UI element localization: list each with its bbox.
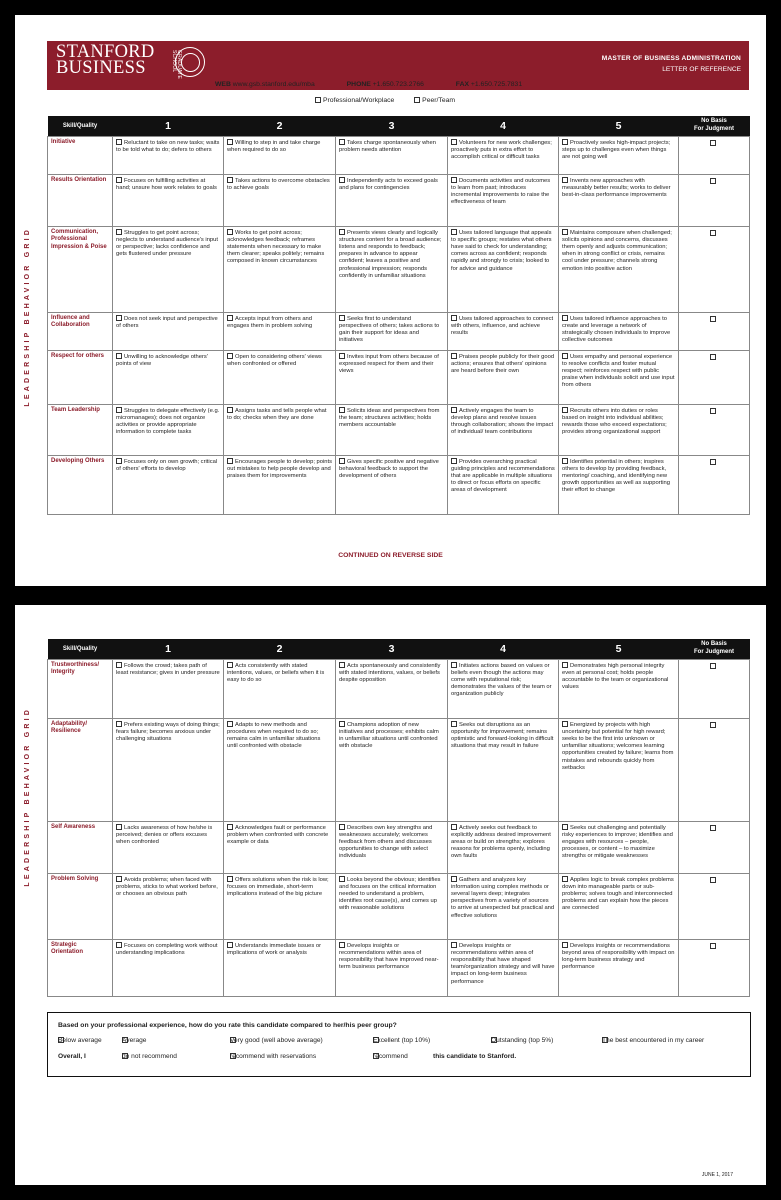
header-level-5: 5 — [559, 639, 679, 659]
behavior-description: Uses tailored influence approaches to create and leverage a network of strategically chosen individuals to improve collective outcomes — [562, 315, 671, 344]
rating-checkbox[interactable] — [339, 662, 345, 668]
rating-cell-level-2 — [224, 350, 336, 404]
rating-checkbox[interactable] — [339, 942, 345, 948]
skill-name: Developing Others — [48, 455, 113, 514]
rating-checkbox[interactable] — [562, 721, 568, 727]
leadership-grid-table — [47, 116, 750, 515]
no-basis-cell — [679, 939, 750, 996]
behavior-description: Invents new approaches with measurably better results; works to deliver best-in-class performance improvements — [562, 177, 671, 198]
no-basis-checkbox[interactable] — [710, 408, 716, 414]
skill-name: Respect for others — [48, 350, 113, 404]
rating-cell-level-5 — [559, 350, 679, 404]
rating-cell-level-3 — [336, 404, 448, 455]
no-basis-checkbox[interactable] — [710, 825, 716, 831]
fax-label: FAX — [455, 81, 470, 88]
skill-name: Influence and Collaboration — [48, 312, 113, 350]
rating-cell-level-2 — [224, 174, 336, 226]
header-skill: Skill/Quality — [48, 639, 113, 659]
rating-checkbox[interactable] — [116, 229, 122, 235]
behavior-description: Follows the crowd; takes path of least resistance; gives in under pressure — [116, 662, 220, 676]
no-basis-checkbox[interactable] — [710, 140, 716, 146]
rating-checkbox[interactable] — [562, 177, 568, 183]
rating-cell-level-1 — [113, 718, 224, 821]
rating-cell-level-3 — [336, 659, 448, 718]
header-level-3: 3 — [336, 639, 448, 659]
rating-cell-level-1 — [113, 873, 224, 939]
rating-cell-level-1 — [113, 404, 224, 455]
rating-option-label: Very good (well above average) — [230, 1037, 323, 1044]
behavior-description: Presents views clearly and logically structures content for a broad audience; listens and responds to feedback; prepares in advance to appear confident; leaves a positive and professional impression; responds confidently in unfamiliar situations — [339, 229, 442, 279]
no-basis-cell — [679, 136, 750, 174]
behavior-description: Uses tailored approaches to connect with others, influence, and achieve results — [451, 315, 554, 336]
grid-row — [48, 404, 750, 455]
rating-checkbox[interactable] — [116, 458, 122, 464]
rating-checkbox[interactable] — [451, 315, 457, 321]
logo-line-business: BUSINESS — [56, 58, 146, 78]
form-page-back — [15, 605, 766, 1185]
rating-checkbox[interactable] — [227, 177, 233, 183]
rating-checkbox[interactable] — [339, 458, 345, 464]
rating-checkbox[interactable] — [116, 824, 122, 830]
behavior-description: Takes actions to overcome obstacles to achieve goals — [227, 177, 330, 191]
rating-cell-level-5 — [559, 226, 679, 312]
behavior-description: Works to get point across; acknowledges feedback; reframes statements when necessary to make them clearer; speaks politely; remains composed in known circumstances — [227, 229, 325, 265]
behavior-description: Describes own key strengths and weaknesses accurately; welcomes feedback from others and discusses opportunities to change with select individuals — [339, 824, 433, 860]
rating-cell-level-3 — [336, 821, 448, 873]
rating-option-label: Outstanding (top 5%) — [491, 1037, 554, 1044]
grid-row — [48, 939, 750, 996]
no-basis-cell — [679, 174, 750, 226]
rating-cell-level-5 — [559, 659, 679, 718]
behavior-description: Struggles to get point across; neglects to understand audience's input or perspective; lacks confidence and gets flustered under pressure — [116, 229, 218, 258]
rating-cell-level-4 — [448, 939, 559, 996]
behavior-description: Uses empathy and personal experience to resolve conflicts and foster mutual respect; reinforces respect with public praise when individuals solicit and use input from others — [562, 353, 675, 389]
rating-checkbox[interactable] — [227, 942, 233, 948]
rating-option-label: The best encountered in my career — [602, 1037, 705, 1044]
behavior-description: Focuses only on own growth; critical of others' efforts to develop — [116, 458, 218, 472]
no-basis-checkbox[interactable] — [710, 663, 716, 669]
grid-row — [48, 312, 750, 350]
web-url: www.gsb.stanford.edu/mba — [232, 81, 315, 88]
rating-checkbox[interactable] — [116, 876, 122, 882]
rating-cell-level-4 — [448, 873, 559, 939]
form-date: JUNE 1, 2017 — [701, 1172, 733, 1178]
rating-cell-level-5 — [559, 404, 679, 455]
rating-cell-level-2 — [224, 718, 336, 821]
rating-checkbox[interactable] — [227, 353, 233, 359]
no-basis-checkbox[interactable] — [710, 943, 716, 949]
rating-cell-level-3 — [336, 873, 448, 939]
skill-name: Problem Solving — [48, 873, 113, 939]
skill-name: Initiative — [48, 136, 113, 174]
behavior-description: Applies logic to break complex problems down into manageable parts or sub-problems; solves tough and interconnected problems and can explain how the pieces are connected — [562, 876, 674, 912]
rating-cell-level-3 — [336, 174, 448, 226]
rating-cell-level-5 — [559, 873, 679, 939]
behavior-description: Does not seek input and perspective of others — [116, 315, 218, 329]
behavior-description: Focuses on fulfilling activities at hand; unsure how work relates to goals — [116, 177, 217, 191]
behavior-description: Takes charge spontaneously when problem needs attention — [339, 139, 436, 153]
rating-checkbox[interactable] — [116, 662, 122, 668]
rating-cell-level-4 — [448, 312, 559, 350]
header-level-1: 1 — [113, 639, 224, 659]
behavior-description: Acts consistently with stated intentions, values, or beliefs when it is easy to do so — [227, 662, 325, 683]
rating-cell-level-5 — [559, 174, 679, 226]
rating-cell-level-2 — [224, 821, 336, 873]
rating-checkbox[interactable] — [451, 876, 457, 882]
rating-cell-level-3 — [336, 312, 448, 350]
rating-checkbox[interactable] — [227, 876, 233, 882]
rating-checkbox[interactable] — [562, 139, 568, 145]
peer-label: Peer/Team — [422, 97, 456, 104]
rating-checkbox[interactable] — [451, 824, 457, 830]
rating-cell-level-2 — [224, 939, 336, 996]
grid-row — [48, 136, 750, 174]
behavior-description: Champions adoption of new initiatives and processes; exhibits calm in unfamiliar situations until confronted with obstacle — [339, 721, 439, 750]
no-basis-cell — [679, 659, 750, 718]
rating-checkbox[interactable] — [116, 721, 122, 727]
leadership-grid-side-label: LEADERSHIP BEHAVIOR GRID — [24, 227, 31, 407]
rating-checkbox[interactable] — [116, 942, 122, 948]
header-level-4: 4 — [448, 639, 559, 659]
header-skill: Skill/Quality — [48, 116, 113, 136]
behavior-description: Develops insights or recommendations within area of responsibility that have improved near-term business performance — [339, 942, 439, 971]
peer-checkbox[interactable] — [414, 97, 420, 103]
rating-checkbox[interactable] — [227, 458, 233, 464]
rating-cell-level-1 — [113, 659, 224, 718]
rating-checkbox[interactable] — [227, 721, 233, 727]
behavior-description: Initiates actions based on values or beliefs even though the actions may come with reputational risk; demonstrates the values of the team or organization publicly — [451, 662, 552, 698]
rating-cell-level-2 — [224, 312, 336, 350]
no-basis-checkbox[interactable] — [710, 354, 716, 360]
overall-suffix: this candidate to Stanford. — [433, 1053, 517, 1060]
rating-checkbox[interactable] — [451, 662, 457, 668]
no-basis-checkbox[interactable] — [710, 459, 716, 465]
rating-checkbox[interactable] — [227, 407, 233, 413]
skill-name: Strategic Orientation — [48, 939, 113, 996]
behavior-description: Solicits ideas and perspectives from the team; structures activities; holds members accountable — [339, 407, 440, 428]
fax-number: +1.650.725.7831 — [470, 81, 523, 88]
rating-checkbox[interactable] — [116, 315, 122, 321]
skill-name: Self Awareness — [48, 821, 113, 873]
no-basis-cell — [679, 404, 750, 455]
rating-checkbox[interactable] — [562, 942, 568, 948]
rating-checkbox[interactable] — [451, 353, 457, 359]
behavior-description: Gathers and analyzes key information using complex methods or several layers deep; integrates perspectives from a variety of sources to arrive at unexpected but practical and effective solutions — [451, 876, 555, 919]
behavior-description: Provides overarching practical guiding principles and recommendations that are applicable in multiple situations to direct or focus efforts on specific areas of development — [451, 458, 555, 494]
rating-option-label: Excellent (top 10%) — [373, 1037, 431, 1044]
rating-cell-level-2 — [224, 404, 336, 455]
header-level-2: 2 — [224, 116, 336, 136]
header-no-basis — [679, 639, 750, 659]
no-basis-cell — [679, 821, 750, 873]
contact-line — [215, 81, 552, 88]
rating-checkbox[interactable] — [451, 139, 457, 145]
rating-cell-level-4 — [448, 350, 559, 404]
behavior-description: Uses tailored language that appeals to specific groups; restates what others have said to check for understanding; comes across as confident; responds rapidly and strongly to crisis; looked to for advice and guidance — [451, 229, 552, 272]
behavior-description: Seeks out challenging and potentially risky experiences to improve; identifies and engages with resources – people, processes, or content – to maximize strengths or mitigate weaknesses — [562, 824, 673, 860]
behavior-description: Reluctant to take on new tasks; waits to be told what to do; defers to others — [116, 139, 220, 153]
header-level-2: 2 — [224, 639, 336, 659]
rating-checkbox[interactable] — [227, 315, 233, 321]
rating-cell-level-3 — [336, 226, 448, 312]
skill-name: Results Orientation — [48, 174, 113, 226]
rating-checkbox[interactable] — [339, 876, 345, 882]
behavior-description: Looks beyond the obvious; identifies and focuses on the critical information needed to understand a problem, identifies root cause(s), and comes up with reasonable solutions — [339, 876, 441, 912]
rating-cell-level-3 — [336, 718, 448, 821]
rating-checkbox[interactable] — [562, 876, 568, 882]
rating-cell-level-2 — [224, 455, 336, 514]
rating-checkbox[interactable] — [339, 229, 345, 235]
no-basis-cell — [679, 226, 750, 312]
rating-cell-level-4 — [448, 174, 559, 226]
no-basis-checkbox[interactable] — [710, 877, 716, 883]
phone-number: +1.650.723.2766 — [372, 81, 424, 88]
rating-cell-level-5 — [559, 455, 679, 514]
behavior-description: Prefers existing ways of doing things; fears failure; becomes anxious under challenging situations — [116, 721, 220, 742]
behavior-description: Actively engages the team to develop plans and resolve issues through collaboration; shows the impact of individual/ team contributions — [451, 407, 554, 436]
rating-cell-level-3 — [336, 136, 448, 174]
rating-cell-level-2 — [224, 226, 336, 312]
grid-row — [48, 226, 750, 312]
rating-cell-level-1 — [113, 136, 224, 174]
no-basis-cell — [679, 718, 750, 821]
behavior-description: Lacks awareness of how he/she is perceived; denies or offers excuses when confronted — [116, 824, 213, 845]
leadership-grid-table — [47, 639, 750, 997]
behavior-description: Focuses on completing work without understanding implications — [116, 942, 218, 956]
overall-option-label: recommend with reservations — [230, 1053, 317, 1060]
rating-cell-level-5 — [559, 136, 679, 174]
rating-checkbox[interactable] — [339, 315, 345, 321]
no-basis-checkbox[interactable] — [710, 230, 716, 236]
stanford-seal-icon — [175, 47, 205, 77]
no-basis-cell — [679, 455, 750, 514]
behavior-description: Seeks first to understand perspectives of others; takes actions to gain their support for ideas and initiatives — [339, 315, 440, 344]
behavior-description: Adapts to new methods and procedures when required to do so; remains calm in unfamiliar situations until confronted with obstacle — [227, 721, 321, 750]
rating-cell-level-5 — [559, 939, 679, 996]
grid-row — [48, 821, 750, 873]
header-level-4: 4 — [448, 116, 559, 136]
grid-row — [48, 659, 750, 718]
rating-checkbox[interactable] — [451, 177, 457, 183]
professional-checkbox[interactable] — [315, 97, 321, 103]
grid-row — [48, 350, 750, 404]
rating-cell-level-3 — [336, 350, 448, 404]
behavior-description: Develops insights or recommendations beyond area of responsibility with impact on long-term business strategy and performance — [562, 942, 675, 971]
skill-name: Adaptability/ Resilience — [48, 718, 113, 821]
rating-checkbox[interactable] — [562, 824, 568, 830]
behavior-description: Accepts input from others and engages them in problem solving — [227, 315, 313, 329]
behavior-description: Unwilling to acknowledge others' points of view — [116, 353, 208, 367]
rating-checkbox[interactable] — [116, 139, 122, 145]
rating-checkbox[interactable] — [116, 353, 122, 359]
rating-cell-level-2 — [224, 873, 336, 939]
overall-label: Overall, I — [58, 1053, 86, 1060]
web-label: WEB — [215, 81, 231, 88]
logo-subtitle: GRADUATE SCHOOL — [171, 50, 182, 80]
rating-cell-level-4 — [448, 659, 559, 718]
rating-cell-level-4 — [448, 718, 559, 821]
rating-checkbox[interactable] — [339, 824, 345, 830]
behavior-description: Volunteers for new work challenges; proactively puts in extra effort to accomplish critical or difficult tasks — [451, 139, 552, 160]
rating-checkbox[interactable] — [451, 229, 457, 235]
behavior-description: Invites input from others because of expressed respect for them and their views — [339, 353, 439, 374]
logo-line-stanford: STANFORD — [56, 42, 155, 62]
rating-checkbox[interactable] — [227, 229, 233, 235]
behavior-description: Gives specific positive and negative behavioral feedback to support the development of others — [339, 458, 439, 479]
behavior-description: Struggles to delegate effectively (e.g. micromanages); does not organize activities or provide appropriate information to complete tasks — [116, 407, 220, 436]
behavior-description: Documents activities and outcomes to learn from past; introduces incremental improvements to raise the effectiveness of team — [451, 177, 551, 206]
behavior-description: Willing to step in and take charge when required to do so — [227, 139, 321, 153]
grid-row — [48, 873, 750, 939]
leadership-grid-side-label: LEADERSHIP BEHAVIOR GRID — [24, 707, 31, 887]
rating-cell-level-1 — [113, 350, 224, 404]
no-basis-cell — [679, 873, 750, 939]
rating-checkbox[interactable] — [451, 407, 457, 413]
rating-cell-level-4 — [448, 226, 559, 312]
relationship-options — [315, 97, 473, 104]
overall-option-label: recommend — [373, 1053, 408, 1060]
grid-row — [48, 455, 750, 514]
behavior-description: Understands immediate issues or implications of work or analysis — [227, 942, 322, 956]
rating-cell-level-1 — [113, 312, 224, 350]
behavior-description: Assigns tasks and tells people what to do; checks when they are done — [227, 407, 327, 421]
rating-checkbox[interactable] — [339, 353, 345, 359]
skill-name: Trustworthiness/ Integrity — [48, 659, 113, 718]
behavior-description: Seeks out disruptions as an opportunity for improvement; remains optimistic and forward-looking in difficult situations that may result in failure — [451, 721, 554, 750]
behavior-description: Independently acts to exceed goals and plans for contingencies — [339, 177, 438, 191]
rating-checkbox[interactable] — [227, 139, 233, 145]
rating-checkbox[interactable] — [339, 721, 345, 727]
header-level-1: 1 — [113, 116, 224, 136]
rating-question: Based on your professional experience, how do you rate this candidate compared to her/his peer group? — [58, 1022, 397, 1029]
behavior-description: Proactively seeks high-impact projects; steps up to challenges even when things are not going well — [562, 139, 671, 160]
no-basis-cell — [679, 312, 750, 350]
rating-option-label: Below average — [58, 1037, 102, 1044]
program-title: MASTER OF BUSINESS ADMINISTRATION — [601, 55, 741, 62]
rating-checkbox[interactable] — [562, 353, 568, 359]
behavior-description: Identifies potential in others; inspires others to develop by providing feedback, mentoring/ coaching, and identifying new growth opportunities as well as supporting their effort to change — [562, 458, 670, 494]
header-level-3: 3 — [336, 116, 448, 136]
skill-name: Team Leadership — [48, 404, 113, 455]
behavior-description: Demonstrates high personal integrity even at personal cost; holds people accountable to the team or organizational values — [562, 662, 669, 691]
rating-checkbox[interactable] — [562, 407, 568, 413]
rating-cell-level-5 — [559, 718, 679, 821]
rating-checkbox[interactable] — [227, 662, 233, 668]
behavior-description: Acknowledges fault or performance problem when confronted with concrete example or data — [227, 824, 329, 845]
skill-name: Communication, Professional Impression & Poise — [48, 226, 113, 312]
behavior-description: Acts spontaneously and consistently with stated intentions, values, or beliefs despite opposition — [339, 662, 441, 683]
behavior-description: Recruits others into duties or roles based on insight into individual abilities; rewards those who exceed expectations; provides strong organizational support — [562, 407, 667, 436]
rating-checkbox[interactable] — [339, 177, 345, 183]
rating-cell-level-1 — [113, 939, 224, 996]
grid-row — [48, 718, 750, 821]
rating-option-label: Average — [122, 1037, 147, 1044]
document-title: LETTER OF REFERENCE — [662, 66, 741, 73]
no-basis-line2: For Judgment — [694, 125, 734, 132]
rating-cell-level-3 — [336, 939, 448, 996]
no-basis-line2: For Judgment — [694, 648, 734, 655]
behavior-description: Praises people publicly for their good actions; ensures that others' opinions are heard before their own — [451, 353, 555, 374]
rating-cell-level-4 — [448, 136, 559, 174]
rating-cell-level-5 — [559, 312, 679, 350]
rating-checkbox[interactable] — [562, 229, 568, 235]
rating-cell-level-4 — [448, 821, 559, 873]
rating-checkbox[interactable] — [339, 407, 345, 413]
behavior-description: Energized by projects with high uncertainty but potential for high reward; seeks to be the first into unknown or unfamiliar situations; welcomes learning opportunities created by failure; learns from mistakes and rebounds quickly from setbacks — [562, 721, 674, 771]
rating-cell-level-4 — [448, 404, 559, 455]
no-basis-cell — [679, 350, 750, 404]
rating-cell-level-1 — [113, 821, 224, 873]
header-no-basis — [679, 116, 750, 136]
no-basis-line1: No Basis — [701, 641, 727, 648]
rating-checkbox[interactable] — [562, 662, 568, 668]
behavior-description: Open to considering others' views when confronted or offered — [227, 353, 322, 367]
no-basis-checkbox[interactable] — [710, 722, 716, 728]
professional-label: Professional/Workplace — [323, 97, 395, 104]
rating-cell-level-1 — [113, 226, 224, 312]
behavior-description: Avoids problems; when faced with problems, sticks to what worked before, or chooses an obvious path — [116, 876, 218, 897]
rating-cell-level-3 — [336, 455, 448, 514]
no-basis-checkbox[interactable] — [710, 178, 716, 184]
rating-cell-level-2 — [224, 136, 336, 174]
no-basis-line1: No Basis — [701, 118, 727, 125]
rating-cell-level-1 — [113, 455, 224, 514]
rating-checkbox[interactable] — [562, 315, 568, 321]
no-basis-checkbox[interactable] — [710, 316, 716, 322]
header-level-5: 5 — [559, 116, 679, 136]
rating-checkbox[interactable] — [339, 139, 345, 145]
rating-cell-level-1 — [113, 174, 224, 226]
behavior-description: Develops insights or recommendations within area of responsibility that have shaped team/organization strategy and will have impact on long-term business performance — [451, 942, 555, 985]
stanford-business-logo — [56, 42, 182, 80]
behavior-description: Encourages people to develop; points out mistakes to help people develop and praises them for improvements — [227, 458, 333, 479]
rating-checkbox[interactable] — [227, 824, 233, 830]
behavior-description: Offers solutions when the risk is low; focuses on immediate, short-term implications instead of the big picture — [227, 876, 329, 897]
rating-cell-level-4 — [448, 455, 559, 514]
overall-rating-box — [47, 1012, 751, 1077]
rating-checkbox[interactable] — [451, 458, 457, 464]
rating-checkbox[interactable] — [562, 458, 568, 464]
rating-checkbox[interactable] — [116, 177, 122, 183]
rating-checkbox[interactable] — [451, 942, 457, 948]
continued-notice: CONTINUED ON REVERSE SIDE — [338, 552, 443, 559]
rating-checkbox[interactable] — [451, 721, 457, 727]
phone-label: PHONE — [346, 81, 371, 88]
form-page-front — [15, 15, 766, 586]
rating-cell-level-5 — [559, 821, 679, 873]
rating-cell-level-2 — [224, 659, 336, 718]
grid-row — [48, 174, 750, 226]
rating-checkbox[interactable] — [116, 407, 122, 413]
overall-option-label: do not recommend — [122, 1053, 177, 1060]
behavior-description: Maintains composure when challenged; solicits opinions and concerns, discusses them openly and adjusts communication; when in strong conflict or crisis, remains cool under pressure; channels strong emotion into positive action — [562, 229, 672, 272]
behavior-description: Actively seeks out feedback to explicitly address desired improvement areas or build on strengths; explores reasons for problems openly, including own faults — [451, 824, 551, 860]
